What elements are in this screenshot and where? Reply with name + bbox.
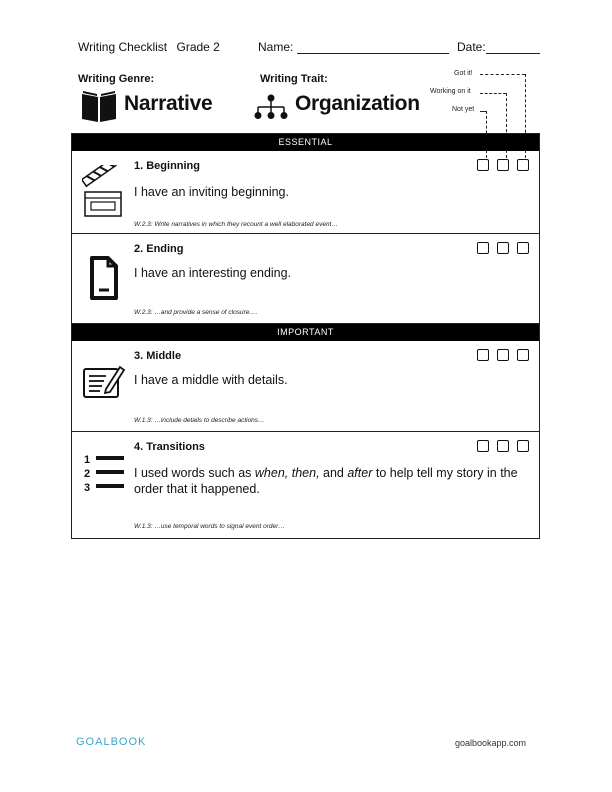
section-important: IMPORTANT [72,324,539,341]
checkbox-got-it[interactable] [517,440,529,452]
rating-boxes [477,242,529,254]
date-label: Date: [457,40,486,54]
svg-text:3: 3 [84,482,91,494]
genre-label: Writing Genre: [78,73,155,85]
checkbox-not-yet[interactable] [477,440,489,452]
row-standard: W.2.3: …and provide a sense of closure.… [134,309,258,316]
name-label: Name: [258,40,294,54]
name-field[interactable] [297,53,449,54]
checkbox-not-yet[interactable] [477,349,489,361]
row-title: 3. Middle [134,350,182,362]
section-essential: ESSENTIAL [72,134,539,151]
row-title: 1. Beginning [134,160,200,172]
trait-label: Writing Trait: [260,73,328,85]
genre-value: Narrative [124,92,213,115]
checkbox-working[interactable] [497,159,509,171]
row-title: 4. Transitions [134,441,205,453]
date-field[interactable] [486,53,540,54]
row-standard: W.2.3: Write narratives in which they recount a well elaborated event… [134,221,338,228]
rating-boxes [477,349,529,361]
text-part: I used words such as [134,466,255,480]
checkbox-working[interactable] [497,440,509,452]
text-part: and [319,466,348,480]
legend-got-it: Got it! [454,70,473,77]
row-text [134,465,534,497]
checklist-row-middle [72,341,539,432]
row-title: 2. Ending [134,243,184,255]
hierarchy-icon [253,94,289,120]
title-text: Writing Checklist [78,40,168,54]
legend-line-got-it [480,74,525,75]
svg-text:2: 2 [84,468,91,480]
rating-boxes [477,440,529,452]
book-icon [80,89,118,123]
checklist-row-beginning [72,151,539,234]
text-part: to help tell my story in the order that it happened. [134,466,518,496]
checkbox-got-it[interactable] [517,159,529,171]
checkbox-working[interactable] [497,242,509,254]
trait-value: Organization [295,92,420,115]
text-emphasis: when, then, [254,466,320,480]
writing-icon [82,361,126,401]
numbered-list-icon [82,452,126,494]
rating-boxes [477,159,529,171]
checklist-table [71,133,540,539]
svg-text:1: 1 [84,454,91,466]
checklist-row-transitions [72,432,539,538]
clapperboard-icon [82,165,122,219]
row-text: I have an inviting beginning. [134,185,289,199]
checkbox-working[interactable] [497,349,509,361]
goalbook-logo: GOALBOOK [76,736,147,748]
legend-working: Working on it [430,88,471,95]
document-icon [82,254,122,302]
footer-url[interactable]: goalbookapp.com [454,738,526,748]
grade-text: Grade 2 [176,40,220,54]
text-emphasis: after [347,466,373,480]
checklist-row-ending [72,234,539,324]
checkbox-got-it[interactable] [517,349,529,361]
row-standard: W.1.3: …include details to describe actions… [134,417,265,424]
checklist-title [78,40,220,54]
legend-line-working [480,93,506,94]
checkbox-not-yet[interactable] [477,242,489,254]
checkbox-not-yet[interactable] [477,159,489,171]
legend-not-yet: Not yet [452,106,475,113]
row-standard: W.1.3: …use temporal words to signal event order… [134,523,285,530]
checkbox-got-it[interactable] [517,242,529,254]
row-text: I have a middle with details. [134,373,288,387]
row-text: I have an interesting ending. [134,266,292,280]
